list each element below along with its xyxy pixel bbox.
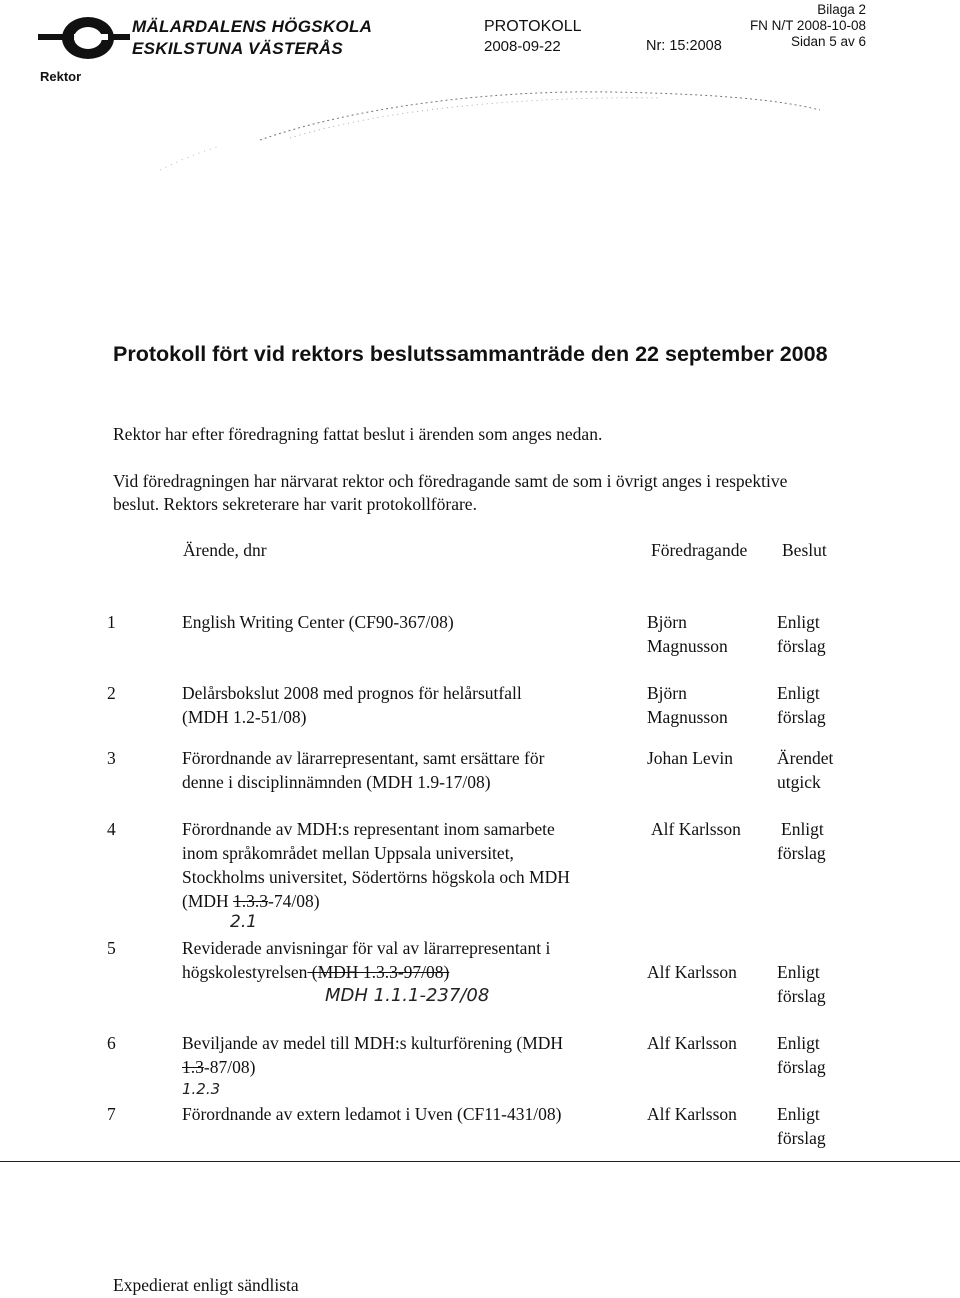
arende-dnr-line	[182, 1055, 255, 1079]
beslut-text: Enligt	[777, 1033, 820, 1053]
beslut-text: Enligt	[777, 683, 820, 703]
foredragande-name: Johan Levin	[647, 748, 734, 768]
arende-text: (MDH 1.2-51/08)	[182, 707, 307, 727]
page-title: Protokoll fört vid rektors beslutssammanträde den 22 september 2008	[113, 342, 828, 366]
arende-text: inom språkområdet mellan Uppsala universitet,	[182, 843, 514, 863]
arende-text: Förordnande av extern ledamot i Uven (CF11-431/08)	[182, 1104, 562, 1124]
beslut-text: förslag	[777, 1057, 826, 1077]
item-number: 6	[107, 1033, 116, 1053]
beslut-text: förslag	[777, 707, 826, 727]
foredragande-name: Alf Karlsson	[647, 1104, 737, 1124]
foredragande-name: Alf Karlsson	[647, 1033, 737, 1053]
arende-text: Förordnande av lärarrepresentant, samt ersättare för	[182, 748, 545, 768]
handwritten-dnr: 2.1	[230, 912, 258, 932]
arende-text: Beviljande av medel till MDH:s kulturförening (MDH	[182, 1033, 564, 1053]
arende-text: denne i disciplinnämnden (MDH 1.9-17/08)	[182, 772, 491, 792]
university-logo-icon	[38, 14, 130, 66]
document-type: PROTOKOLL	[484, 18, 582, 35]
arende-text: Reviderade anvisningar för val av lärarrepresentant i	[182, 938, 551, 958]
foredragande-name: Björn	[647, 683, 687, 703]
document-number: Nr: 15:2008	[646, 38, 722, 54]
beslut-text: förslag	[777, 843, 826, 863]
footer-divider	[0, 1161, 960, 1162]
dnr-prefix: (MDH	[182, 891, 234, 911]
beslut-text: Ärendet	[777, 748, 834, 768]
column-header-beslut: Beslut	[782, 540, 827, 560]
item-number: 2	[107, 683, 116, 703]
arende-dnr-line	[182, 960, 449, 984]
page-indicator: Sidan 5 av 6	[790, 34, 866, 49]
beslut-text: förslag	[777, 986, 826, 1006]
beslut-text: Enligt	[777, 1104, 820, 1124]
scan-artifact	[140, 80, 840, 200]
foredragande-name: Alf Karlsson	[647, 962, 737, 982]
column-header-arende: Ärende, dnr	[183, 540, 267, 560]
university-name-line1: MÄLARDALENS HÖGSKOLA	[132, 17, 373, 36]
intro-paragraph-2: Vid föredragningen har närvarat rektor och föredragande samt de som i övrigt anges i respektive beslut. Rektors sekreterare har varit protokollförare.	[113, 471, 788, 514]
foredragande-name: Magnusson	[647, 636, 728, 656]
bilaga-label: Bilaga 2	[817, 2, 866, 17]
dnr-suffix: -87/08)	[203, 1057, 256, 1077]
beslut-text: Enligt	[777, 962, 820, 982]
column-header-foredragande: Föredragande	[651, 540, 748, 560]
beslut-text: förslag	[777, 636, 826, 656]
dnr-prefix: högskolestyrelsen	[182, 962, 308, 982]
dnr-struck: 1.3	[182, 1057, 204, 1077]
item-number: 5	[107, 938, 116, 958]
item-number: 3	[107, 748, 116, 768]
fn-reference: FN N/T 2008-10-08	[749, 18, 866, 33]
beslut-text: Enligt	[777, 612, 820, 632]
item-number: 4	[107, 819, 116, 839]
intro-paragraph-1: Rektor har efter föredragning fattat beslut i ärenden som anges nedan.	[113, 424, 603, 444]
university-name-line2: ESKILSTUNA VÄSTERÅS	[132, 39, 343, 58]
unit-label: Rektor	[40, 69, 82, 84]
arende-text: Förordnande av MDH:s representant inom samarbete	[182, 819, 555, 839]
document-date: 2008-09-22	[484, 38, 561, 55]
item-number: 1	[107, 612, 116, 632]
beslut-text: utgick	[777, 772, 821, 792]
item-number: 7	[107, 1104, 116, 1124]
foredragande-name: Alf Karlsson	[651, 819, 741, 839]
distribution-note: Expedierat enligt sändlista	[113, 1275, 299, 1295]
arende-text: Delårsbokslut 2008 med prognos för helårsutfall	[182, 683, 522, 703]
dnr-struck: 1.3.3	[233, 891, 269, 911]
arende-text: Stockholms universitet, Södertörns högskola och MDH	[182, 867, 570, 887]
beslut-text: förslag	[777, 1128, 826, 1148]
beslut-text: Enligt	[781, 819, 824, 839]
arende-text: English Writing Center (CF90-367/08)	[182, 612, 454, 632]
foredragande-name: Björn	[647, 612, 687, 632]
dnr-suffix: -74/08)	[268, 891, 320, 911]
handwritten-dnr: MDH 1.1.1-237/08	[325, 985, 490, 1006]
dnr-struck: (MDH 1.3.3-97/08)	[307, 962, 450, 982]
handwritten-dnr: 1.2.3	[182, 1080, 221, 1098]
foredragande-name: Magnusson	[647, 707, 728, 727]
